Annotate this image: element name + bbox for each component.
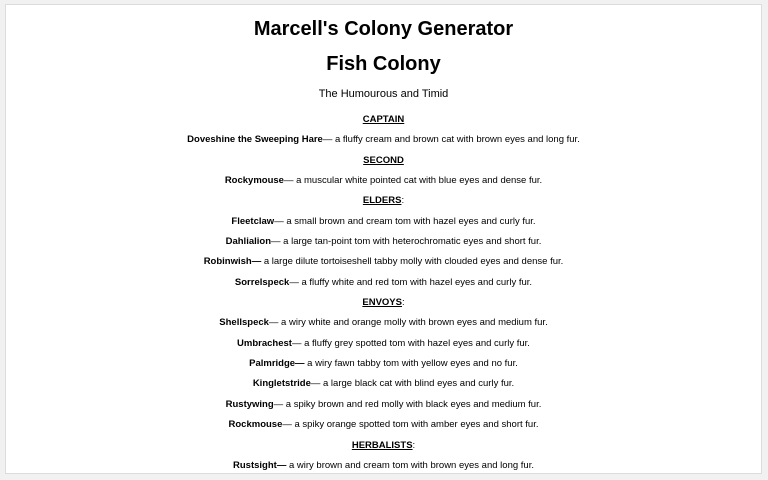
member-name: Umbrachest [237,337,292,349]
colony-tagline: The Humourous and Timid [318,88,449,100]
member-entry [6,374,761,394]
member-name: Fleetclaw [231,215,275,227]
member-entry [6,171,761,191]
member-description: a large dilute tortoiseshell tabby molly with clouded eyes and dense fur. [261,256,564,268]
member-entry [6,130,761,150]
member-name: Rockymouse [224,175,284,187]
member-description: — a fluffy white and red tom with hazel eyes and curly fur. [289,276,533,288]
member-name: Palmridge— [249,358,305,370]
member-name: Shellspeck [219,317,269,329]
member-name: Kingletstride [252,378,311,390]
section-heading-second: SECOND [363,154,404,166]
member-description: — a large tan-point tom with heterochromatic eyes and short fur. [271,236,542,248]
member-name: Rustywing [225,398,274,410]
member-entry [6,212,761,232]
section-heading-captain: CAPTAIN [362,114,405,125]
page-title: Marcell's Colony Generator [253,18,514,40]
member-entry [6,334,761,354]
colony-roster [6,110,761,474]
member-description: — a spiky brown and red molly with black eyes and medium fur. [273,398,542,410]
member-entry [6,456,761,474]
member-name: Sorrelspeck [234,276,290,288]
section-heading-envoys: ENVOYS: [362,297,405,309]
member-name: Doveshine the Sweeping Hare [187,134,323,146]
member-entry [6,313,761,333]
member-description: — a spiky orange spotted tom with amber eyes and short fur. [282,419,539,431]
colony-name: Fish Colony [326,53,441,75]
member-entry [6,415,761,435]
member-name: Dahlialion [225,236,272,248]
member-entry [6,252,761,272]
member-description: a wiry brown and cream tom with brown eyes and long fur. [286,459,534,471]
member-entry [6,273,761,293]
member-description: — a fluffy cream and brown cat with brown eyes and long fur. [322,134,580,146]
member-name: Rockmouse [228,419,283,431]
member-name: Rustsight— [233,459,287,471]
member-description: a wiry fawn tabby tom with yellow eyes and no fur. [304,358,518,370]
member-description: — a muscular white pointed cat with blue eyes and dense fur. [283,175,543,187]
colony-page [5,4,762,474]
member-entry [6,395,761,415]
member-description: — a large black cat with blind eyes and curly fur. [310,378,515,390]
member-entry [6,232,761,252]
member-description: — a fluffy grey spotted tom with hazel eyes and curly fur. [291,337,530,349]
section-heading-elders: ELDERS: [362,195,405,207]
member-description: — a wiry white and orange molly with brown eyes and medium fur. [268,317,548,329]
section-heading-herbalists: HERBALISTS: [351,439,416,451]
member-entry [6,354,761,374]
member-name: Robinwish— [203,256,262,268]
member-description: — a small brown and cream tom with hazel eyes and curly fur. [274,215,536,227]
